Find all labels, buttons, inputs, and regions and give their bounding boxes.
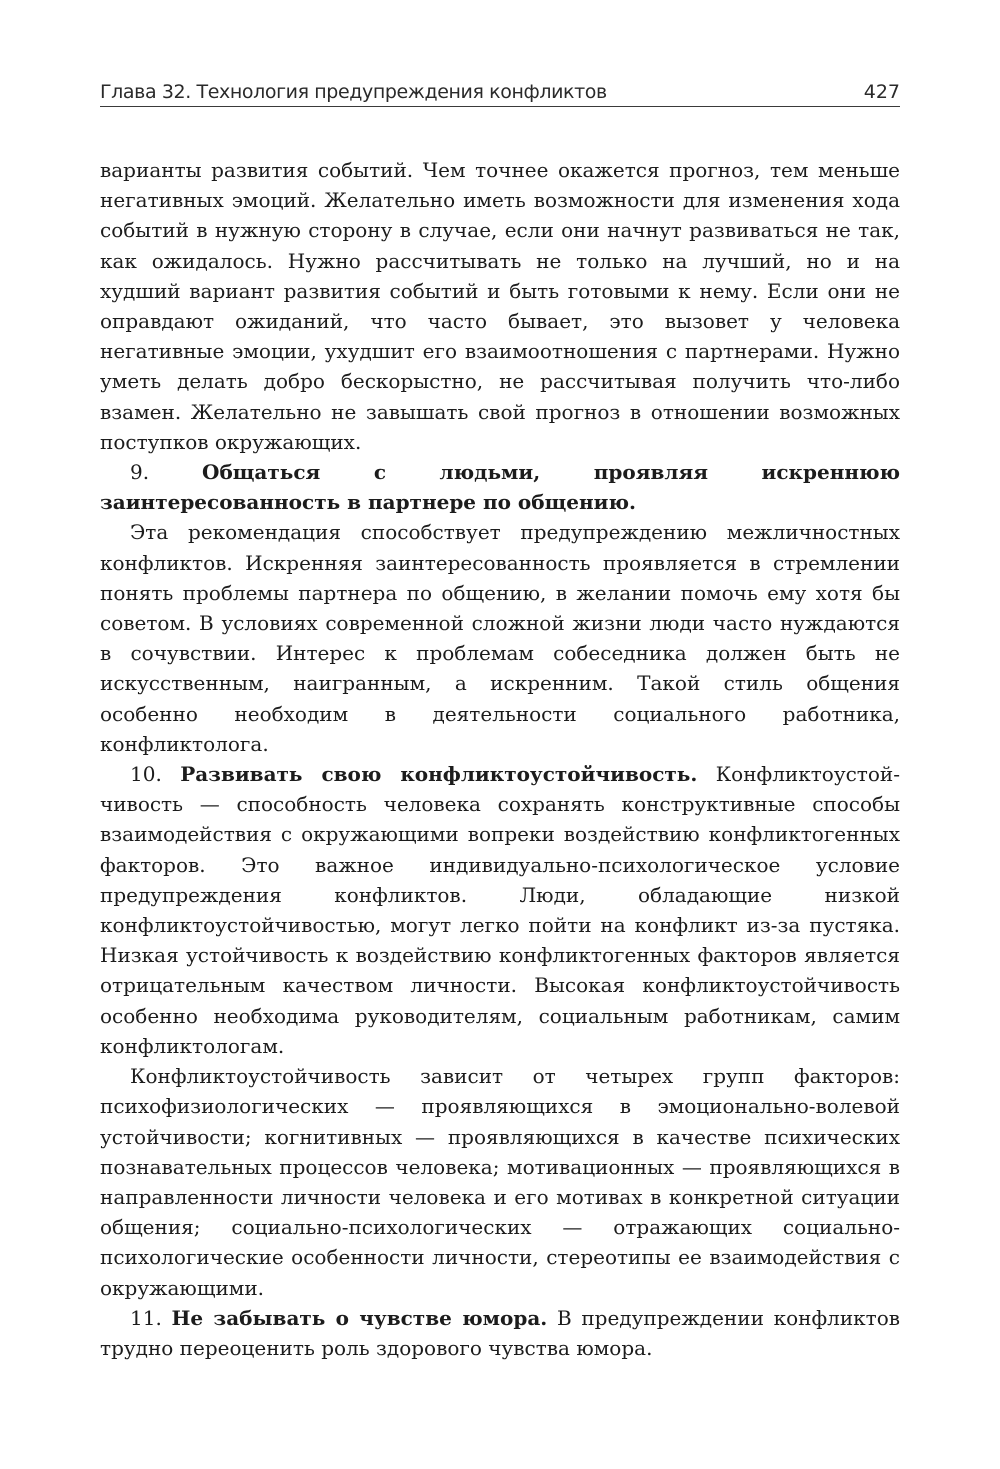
paragraph-continuation: варианты развития событий. Чем точнее окажется прогноз, тем меньше негативных эмоций. Желательно иметь возможности для изменения хода событий в нужную сторону в случае, если они начнут развиваться не так, как ожидалось. Нужно рассчитывать не только на лучший, но и на худший вариант развития событий и быть готовыми к нему. Если они не оправдают ожиданий, что часто бывает, это вызовет у человека негативные эмоции, ухудшит его взаимоотношения с партнерами. Нужно уметь делать добро бескорыстно, не рассчитывая получить что-либо взамен. Желательно не завышать свой прогноз в отношении возможных поступков окружающих.	[100, 158, 900, 454]
body-text	[100, 155, 900, 1363]
item-11-number: 11.	[130, 1305, 162, 1330]
item-11-paragraph	[100, 1303, 900, 1363]
item-10-number: 10.	[130, 762, 162, 787]
item-10-heading: Развивать свою конфликтоустойчивость.	[180, 762, 698, 787]
item-9-number: 9.	[130, 460, 150, 485]
item-11-text: В предупреждении конфликтов трудно переоценить роль здорового чувства юмора.	[100, 1305, 901, 1360]
factors-paragraph: Конфликтоустойчивость зависит от четырех групп факторов: психофизиологических — проявляющихся в эмоционально-волевой устойчивости; когнитивных — проявляющихся в качестве психических познавательных процессов человека; мотивационных — проявляющихся в направленности личности человека и его мотивах в конкретной ситуации общения; социально-психологических — отражающих социально-психологические особенности личности, стереотипы ее взаимодействия с окружающими.	[100, 1064, 900, 1300]
page-number: 427	[863, 81, 900, 103]
item-9-text: Эта рекомендация способствует предупреждению межличностных конфликтов. Искренняя заинтересованность проявляется в стремлении понять проблемы партнера по общению, в желании помочь ему хотя бы советом. В условиях современной сложной жизни люди часто нуждаются в сочувствии. Интерес к проблемам собеседника должен быть не искусственным, наигранным, а искренним. Такой стиль общения особенно необходим в деятельности социального работника, конфликтолога.	[100, 520, 900, 756]
item-11-heading: Не забывать о чувстве юмора.	[171, 1305, 548, 1330]
item-9-heading-paragraph	[100, 457, 900, 517]
item-10-paragraph	[100, 759, 900, 1061]
running-head: Глава 32. Технология предупреждения конфликтов	[100, 81, 607, 103]
item-10-text: Конфликтоустойчивость — способность человека сохранять конструктивные способы взаимодействия с окружающими вопреки воздействию конфликтогенных факторов. Это важное индивидуально-психологическое условие предупреждения конфликтов. Люди, обладающие низкой конфликтоустойчивостью, могут легко пойти на конфликт из-за пустяка. Низкая устойчивость к воздействию конфликтогенных факторов является отрицательным качеством личности. Высокая конфликтоустойчивость особенно необходима руководителям, социальным работникам, самим конфликтологам.	[100, 762, 901, 1058]
page-header	[100, 74, 900, 107]
item-9-heading: Общаться с людьми, проявляя искреннюю заинтересованность в партнере по общению.	[100, 460, 900, 515]
